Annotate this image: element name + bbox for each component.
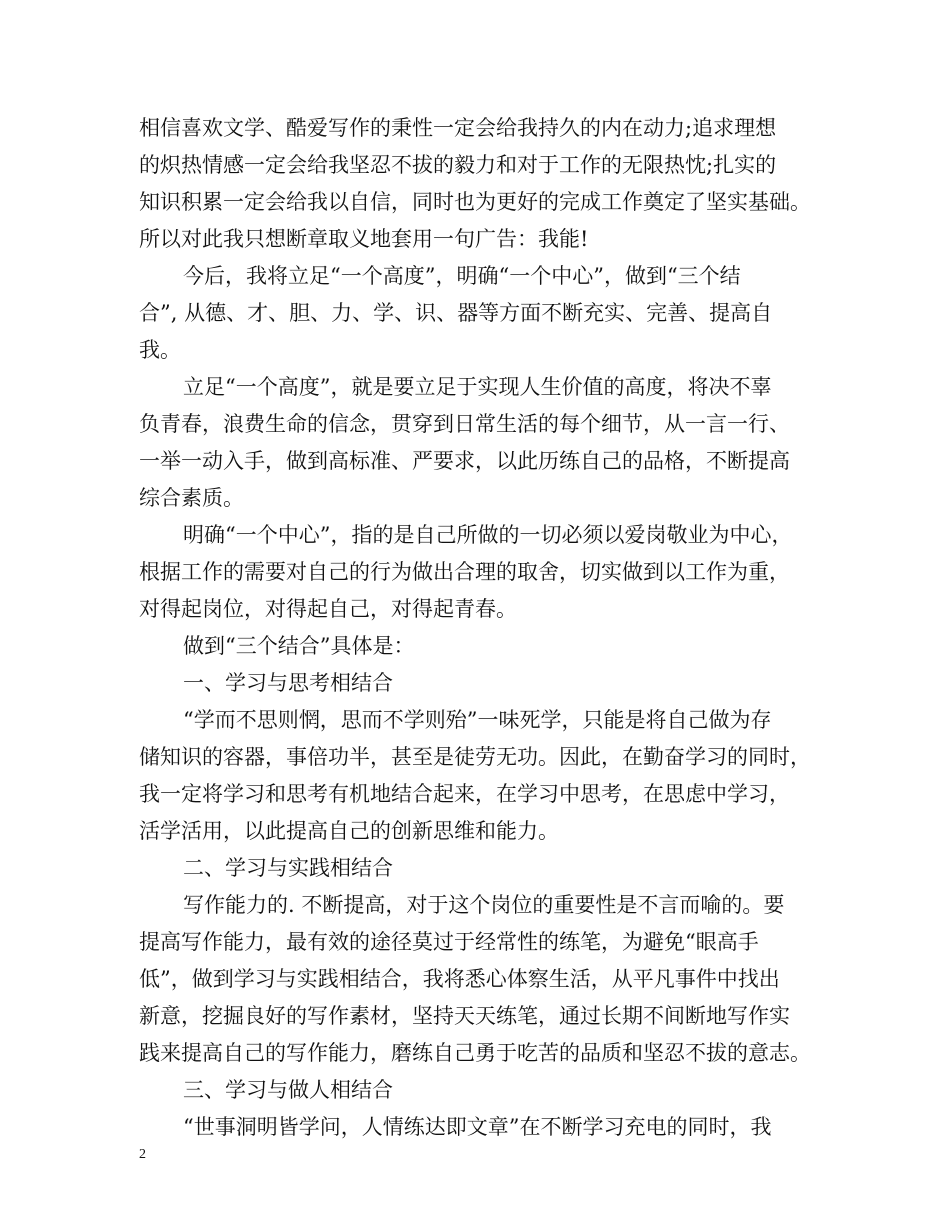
text-line: 的炽热情感一定会给我坚忍不拔的毅力和对于工作的无限热忱;扎实的 <box>139 153 777 177</box>
text-line: 践来提高自己的写作能力，磨练自己勇于吃苦的品质和坚忍不拔的意志。 <box>139 1041 811 1065</box>
text-line: “学而不思则惘，思而不学则殆”一味死学，只能是将自己做为存 <box>183 708 772 732</box>
text-line: 一、学习与思考相结合 <box>183 671 393 695</box>
text-line: 活学活用，以此提高自己的创新思维和能力。 <box>139 819 559 843</box>
text-line: 今后，我将立足“一个高度”，明确“一个中心”，做到“三个结 <box>183 264 741 288</box>
text-line: “世事洞明皆学问，人情练达即文章”在不断学习充电的同时，我 <box>183 1115 772 1139</box>
text-line: 立足“一个高度”，就是要立足于实现人生价值的高度，将决不辜 <box>183 375 772 399</box>
text-line: 对得起岗位，对得起自己，对得起青春。 <box>139 597 517 621</box>
text-line: 知识积累一定会给我以自信，同时也为更好的完成工作奠定了坚实基础。 <box>139 190 811 214</box>
text-line: 相信喜欢文学、酷爱写作的秉性一定会给我持久的内在动力;追求理想 <box>139 116 777 140</box>
text-line: 所以对此我只想断章取义地套用一句广告：我能! <box>139 227 589 251</box>
text-line: 储知识的容器，事倍功半，甚至是徒劳无功。因此，在勤奋学习的同时， <box>139 745 811 769</box>
text-line: 综合素质。 <box>139 486 244 510</box>
text-line: 我。 <box>139 338 181 362</box>
text-line: 负青春，浪费生命的信念，贯穿到日常生活的每个细节，从一言一行、 <box>139 412 790 436</box>
text-line: 二、学习与实践相结合 <box>183 856 393 880</box>
text-line: 新意，挖掘良好的写作素材，坚持天天练笔，通过长期不间断地写作实 <box>139 1004 790 1028</box>
text-line: 我一定将学习和思考有机地结合起来，在学习中思考，在思虑中学习， <box>139 782 790 806</box>
document-body <box>139 110 819 1146</box>
text-line: 一举一动入手，做到高标准、严要求，以此历练自己的品格，不断提高 <box>139 449 790 473</box>
text-line: 低”，做到学习与实践相结合，我将悉心体察生活，从平凡事件中找出 <box>139 967 780 991</box>
text-line: 做到“三个结合”具体是： <box>183 634 415 658</box>
text-line: 提高写作能力，最有效的途径莫过于经常性的练笔，为避免“眼高手 <box>139 930 759 954</box>
page-number: 2 <box>139 1147 146 1162</box>
text-line: 合”, 从德、才、胆、力、学、识、器等方面不断充实、完善、提高自 <box>139 301 773 325</box>
text-line: 根据工作的需要对自己的行为做出合理的取舍，切实做到以工作为重， <box>139 560 790 584</box>
text-line: 写作能力的. 不断提高，对于这个岗位的重要性是不言而喻的。要 <box>183 893 785 917</box>
text-line: 明确“一个中心”，指的是自己所做的一切必须以爱岗敬业为中心， <box>183 523 793 547</box>
text-line: 三、学习与做人相结合 <box>183 1078 393 1102</box>
